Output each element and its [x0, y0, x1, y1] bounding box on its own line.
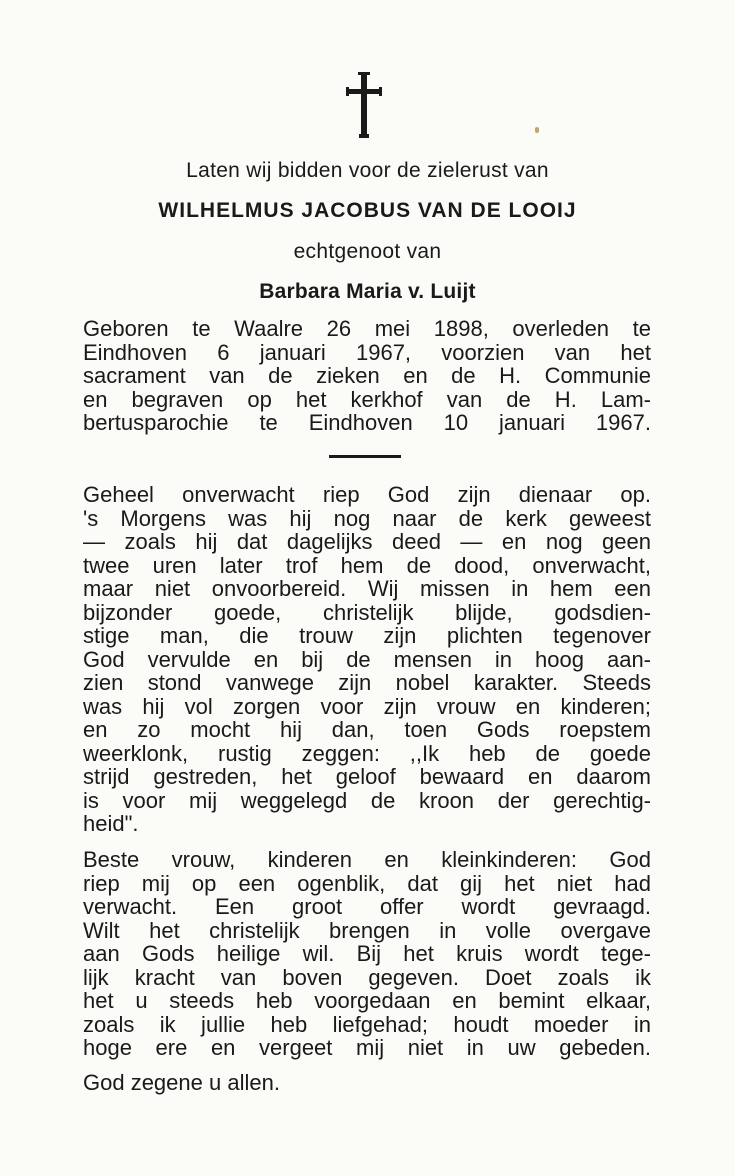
spouse-label: echtgenoot van [293, 240, 442, 263]
family-line: verwacht. Een groot offer wordt gevraagd. [83, 894, 651, 919]
memory-line: zien stond vanwege zijn nobel karakter. Steeds [83, 670, 651, 695]
family-line: Beste vrouw, kinderen en kleinkinderen: God [83, 847, 651, 872]
memory-line: God vervulde en bij de mensen in hoog aan- [83, 646, 651, 672]
memory-line: was hij vol zorgen voor zijn vrouw en kinderen; [83, 693, 651, 719]
family-line: Wilt het christelijk brengen in volle overgave [83, 917, 651, 943]
deceased-name: WILHELMUS JACOBUS VAN DE LOOIJ [158, 199, 577, 222]
family-line: lijk kracht van boven gegeven. Doet zoals ik [83, 964, 651, 990]
paper-speck [535, 127, 539, 133]
prayer-intro: Laten wij bidden voor de zielerust van [186, 159, 549, 182]
memory-line: bijzonder goede, christelijk blijde, godsdien- [83, 599, 651, 625]
memory-line: — zoals hij dat dagelijks deed — en nog geen [83, 529, 651, 554]
memory-line: maar niet onvoorbereid. Wij missen in hem een [83, 576, 651, 601]
closing-blessing: God zegene u allen. [83, 1070, 280, 1095]
family-line: het u steeds heb voorgedaan en bemint elkaar, [83, 988, 651, 1013]
bio-line: Eindhoven 6 januari 1967, voorzien van het [83, 339, 651, 365]
family-line: riep mij op een ogenblik, dat gij het niet had [83, 870, 651, 896]
spouse-name: Barbara Maria v. Luijt [259, 280, 476, 303]
family-paragraph [83, 848, 651, 1060]
memory-line: weerklonk, rustig zeggen: ,,Ik heb de goede [83, 740, 651, 766]
memory-line: 's Morgens was hij nog naar de kerk geweest [83, 505, 651, 531]
memory-paragraph [83, 483, 651, 836]
family-line: zoals ik jullie heb liefgehad; houdt moeder in [83, 1011, 651, 1037]
memory-line: is voor mij weggelegd de kroon der gerechtig- [83, 787, 651, 813]
latin-cross-icon [344, 72, 386, 138]
family-line: hoge ere en vergeet mij niet in uw gebeden. [83, 1035, 651, 1060]
biography-paragraph [83, 317, 651, 435]
memory-line: stige man, die trouw zijn plichten tegenover [83, 623, 651, 648]
memory-line: en zo mocht hij dan, toen Gods roepstem [83, 717, 651, 742]
memory-line: strijd gestreden, het geloof bewaard en daarom [83, 764, 651, 789]
bio-line: sacrament van de zieken en de H. Communie [83, 363, 651, 388]
memory-line: twee uren later trof hem de dood, onverwacht, [83, 552, 651, 578]
bio-line: en begraven op het kerkhof van de H. Lam- [83, 386, 651, 412]
bio-line: bertusparochie te Eindhoven 10 januari 1967. [83, 410, 651, 435]
memory-line: heid". [83, 811, 139, 836]
section-divider [329, 455, 401, 458]
memory-line: Geheel onverwacht riep God zijn dienaar op. [83, 482, 651, 507]
bio-line: Geboren te Waalre 26 mei 1898, overleden te [83, 316, 651, 341]
family-line: aan Gods heilige wil. Bij het kruis wordt tege- [83, 941, 651, 966]
